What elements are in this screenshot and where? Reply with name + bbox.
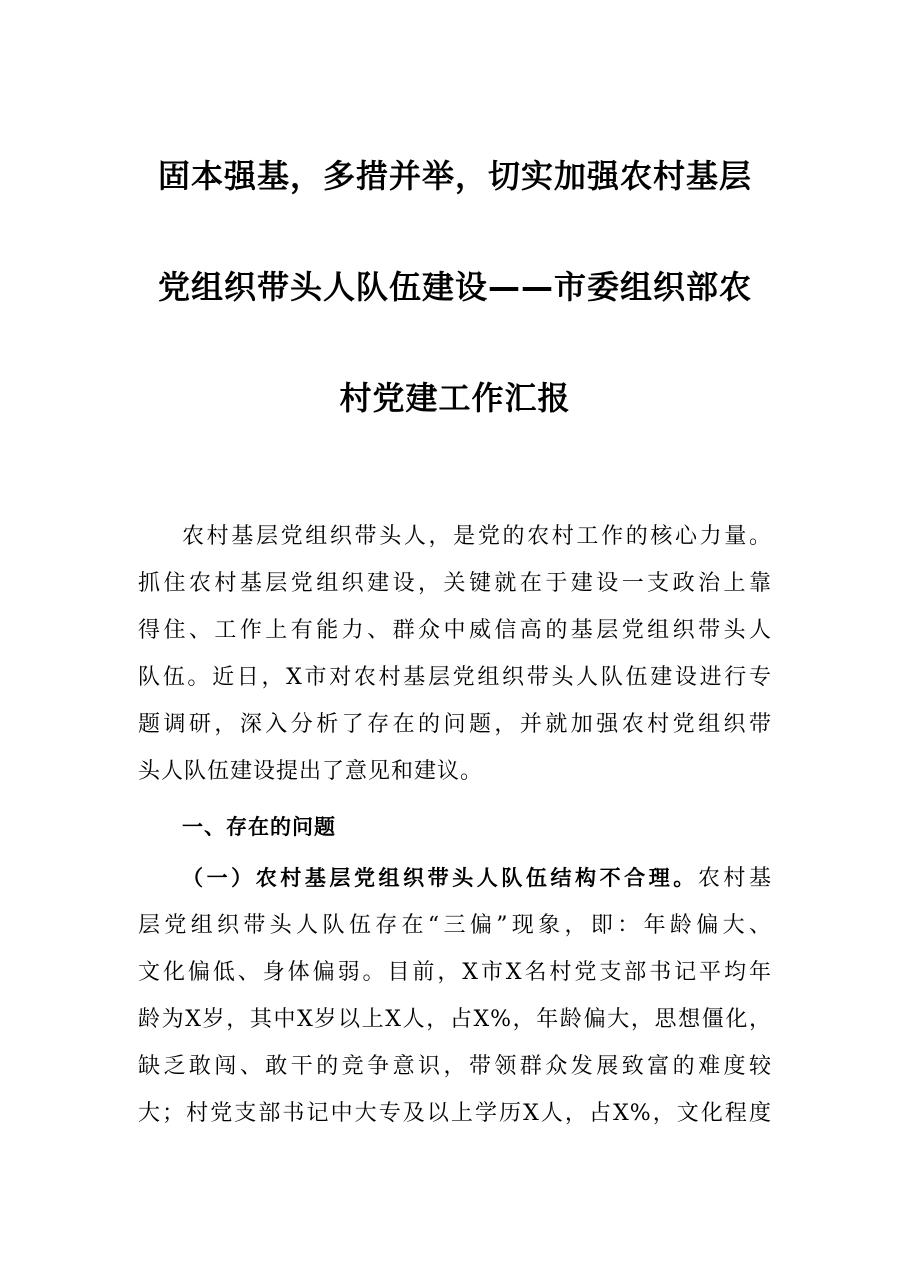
title-line: 党组织带头人队伍建设——市委组织部农 xyxy=(157,268,752,306)
paragraph-line: 得住、工作上有能力、群众中威信高的基层党组织带头人 xyxy=(138,618,772,643)
section-heading: 一、存在的问题 xyxy=(182,815,336,839)
paragraph-line: 层党组织带头人队伍存在“三偏”现象，即：年龄偏大、 xyxy=(138,913,772,938)
paragraph-line: 农村基层党组织带头人，是党的农村工作的核心力量。 xyxy=(182,524,772,549)
title-line: 村党建工作汇报 xyxy=(339,379,571,417)
paragraph-line xyxy=(138,855,772,902)
paragraph-line: 抓住农村基层党组织建设，关键就在于建设一支政治上靠 xyxy=(138,571,772,596)
document-body xyxy=(138,513,772,1137)
paragraph-line: 文化偏低、身体偏弱。目前，X市X名村党支部书记平均年 xyxy=(138,960,772,985)
subsection-paragraph xyxy=(138,855,772,1137)
paragraph-line: 大；村党支部书记中大专及以上学历X人，占X%，文化程度 xyxy=(138,1101,772,1126)
title-line: 固本强基，多措并举，切实加强农村基层 xyxy=(157,157,752,195)
intro-paragraph xyxy=(138,513,772,795)
document-title xyxy=(140,148,770,481)
paragraph-line: 缺乏敢闯、敢干的竞争意识，带领群众发展致富的难度较 xyxy=(138,1054,772,1079)
paragraph-line: 队伍。近日，X市对农村基层党组织带头人队伍建设进行专 xyxy=(138,665,772,690)
subsection-first-line-text: 农村基 xyxy=(697,866,772,891)
subsection-heading: （一）农村基层党组织带头人队伍结构不合理。 xyxy=(182,866,698,890)
paragraph-line: 题调研，深入分析了存在的问题，并就加强农村党组织带 xyxy=(138,712,772,737)
paragraph-line: 头人队伍建设提出了意见和建议。 xyxy=(138,759,484,784)
paragraph-line: 龄为X岁，其中X岁以上X人，占X%，年龄偏大，思想僵化， xyxy=(138,1007,772,1032)
